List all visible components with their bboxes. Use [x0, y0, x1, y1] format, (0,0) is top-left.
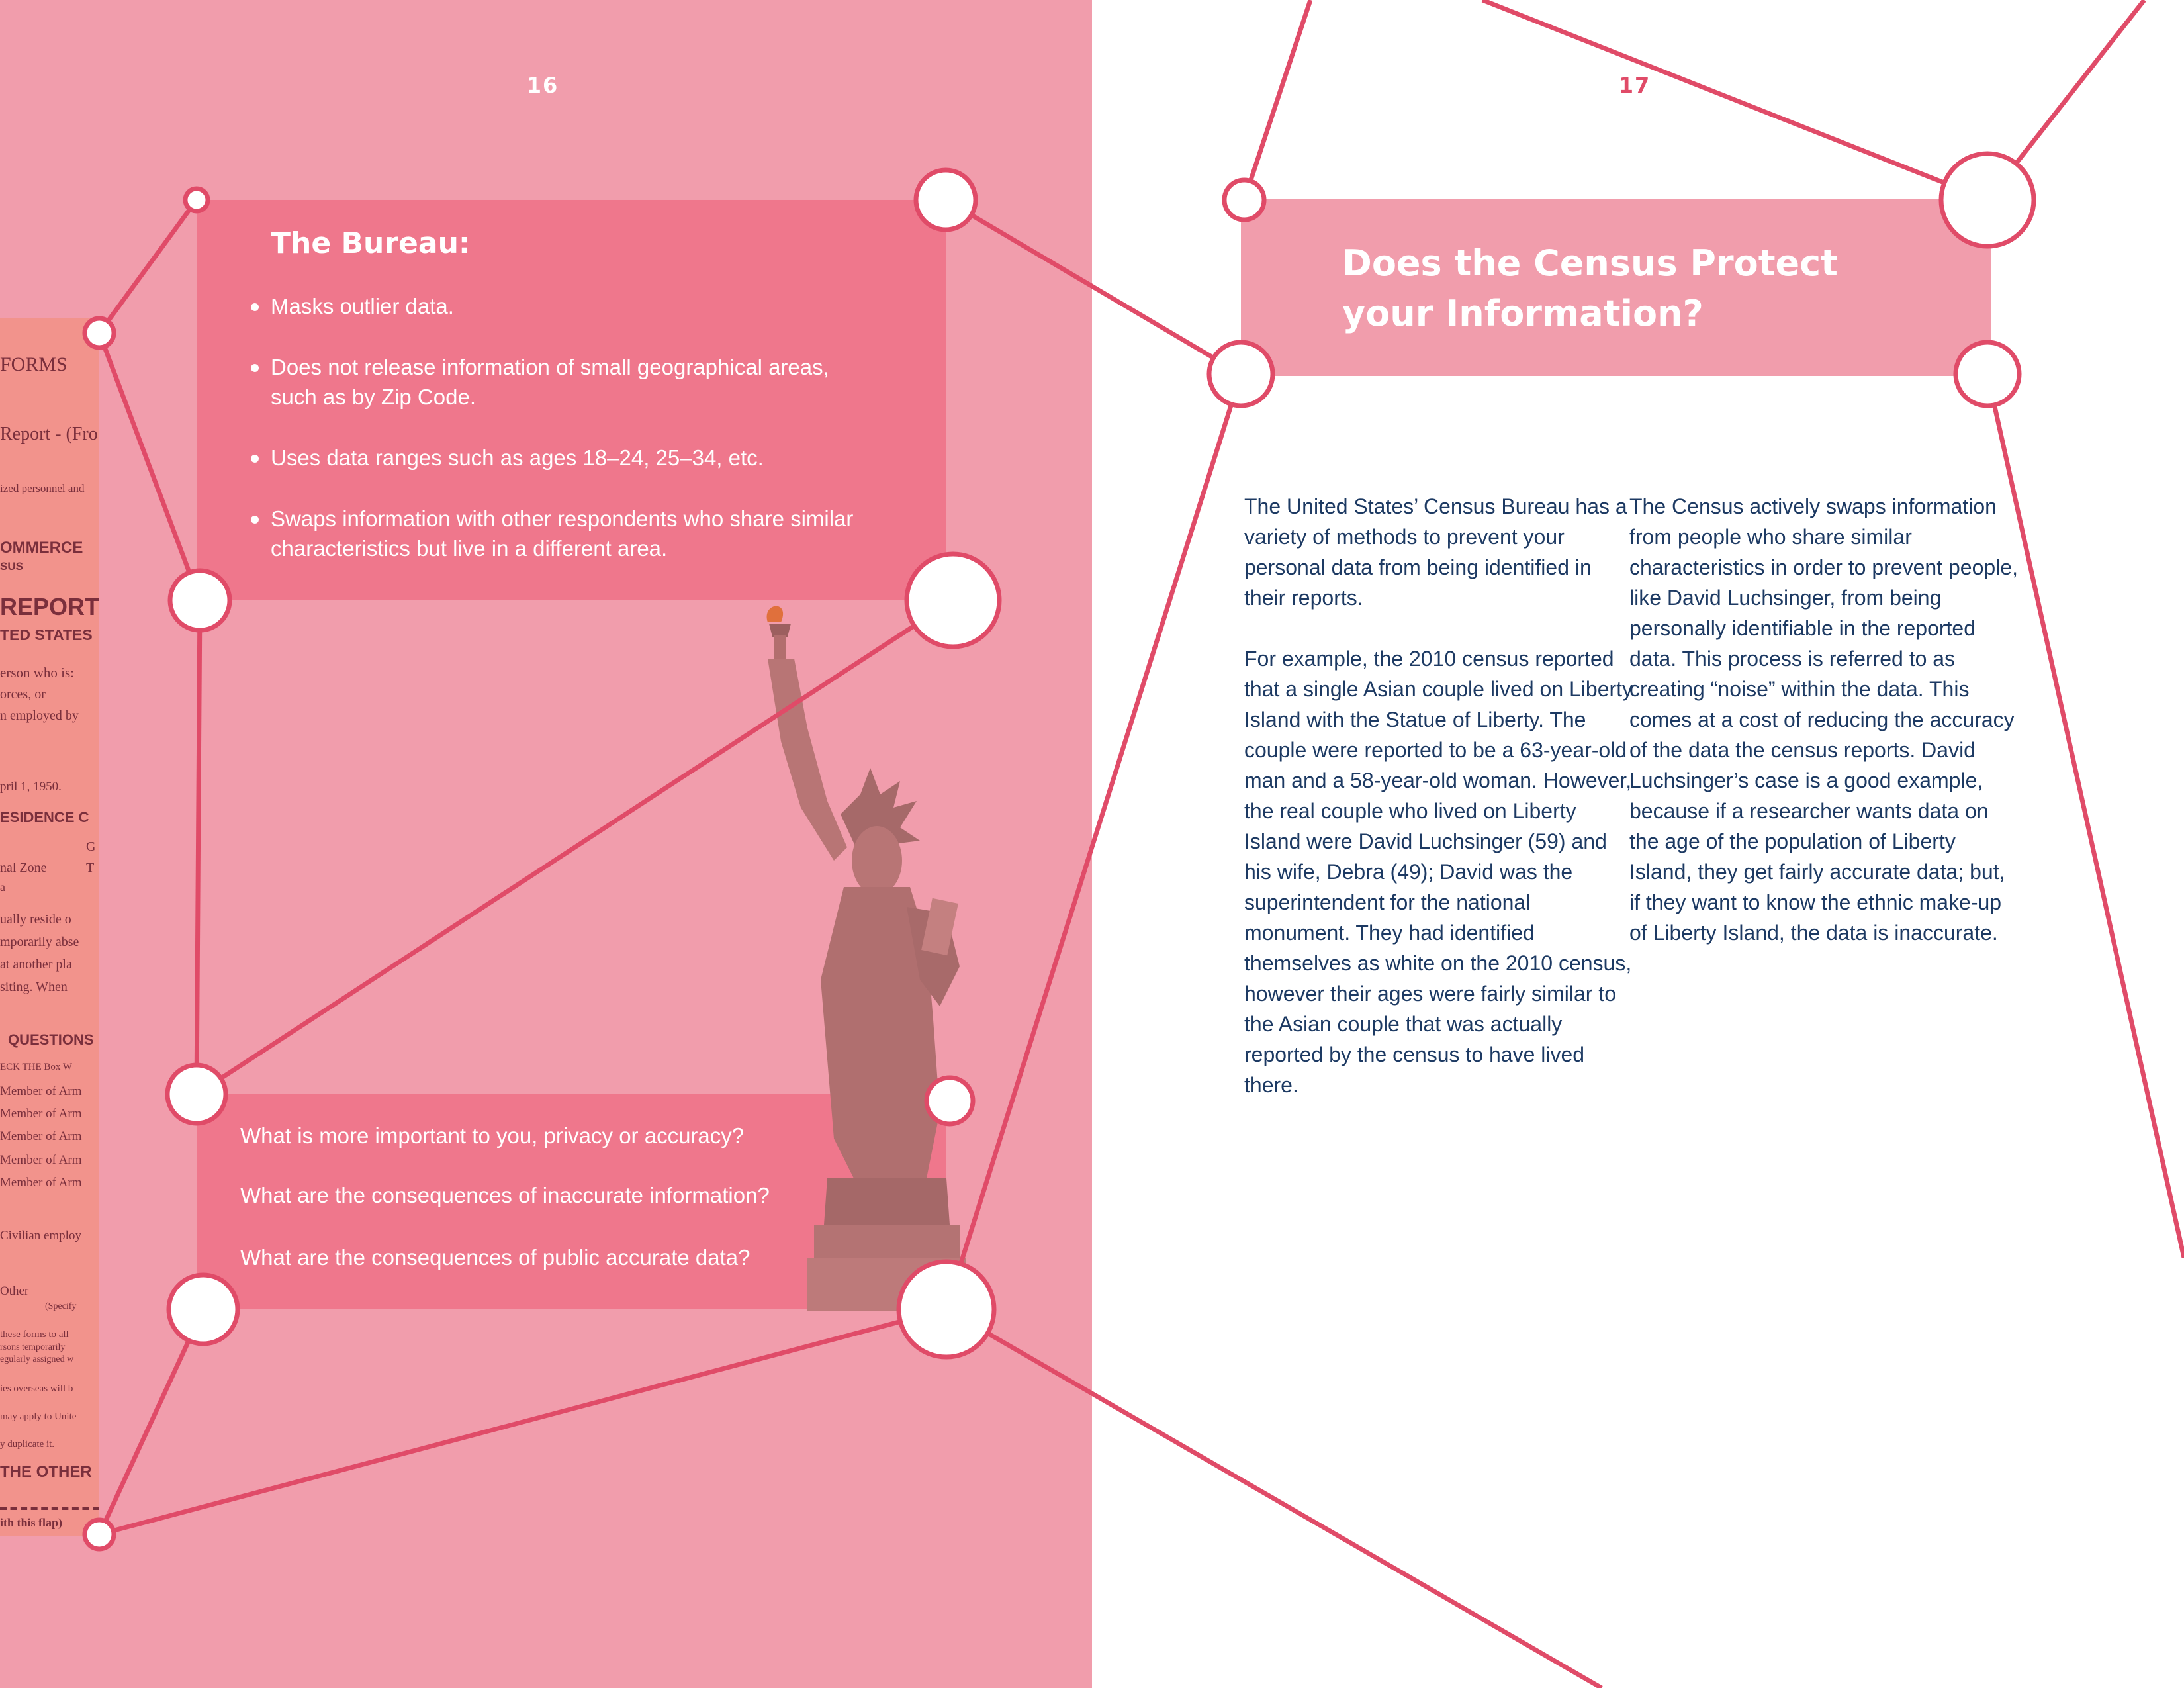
form-scrap-line: ECK THE Box W [0, 1062, 73, 1072]
network-node-icon [899, 1262, 994, 1357]
network-edge [1987, 374, 2184, 1258]
form-scrap-line: rsons temporarily [0, 1342, 66, 1352]
form-scrap-line: may apply to Unite [0, 1411, 77, 1422]
page-number-right: 17 [1618, 73, 1651, 98]
bureau-method-item: Masks outlier data. [271, 291, 866, 321]
reflection-question: What is more important to you, privacy or accuracy? [240, 1123, 745, 1148]
network-node-icon [927, 1078, 973, 1124]
network-node-icon [170, 571, 230, 630]
network-node-icon [1209, 342, 1273, 406]
reflection-question: What are the consequences of inaccurate information? [240, 1183, 770, 1207]
bureau-title: The Bureau: [271, 226, 471, 260]
network-node-icon [169, 1275, 238, 1344]
network-node-icon [907, 554, 999, 647]
form-scrap-line: Member of Arm [0, 1153, 82, 1167]
network-edge [197, 600, 200, 1094]
form-scrap-line: ually reside o [0, 912, 71, 927]
bureau-method-item: Does not release information of small geographical areas, such as by Zip Code. [271, 352, 866, 412]
form-scrap-line: Member of Arm [0, 1084, 82, 1098]
form-scrap-line: Other [0, 1284, 29, 1298]
bureau-method-item: Uses data ranges such as ages 18–24, 25–34, etc. [271, 443, 866, 473]
body-paragraph: The United States’ Census Bureau has a variety of methods to prevent your personal data from being identified in their reports. [1244, 494, 1627, 610]
form-scrap-line: OMMERCE [0, 539, 83, 557]
network-node-icon [1941, 154, 2034, 246]
network-edge [1482, 0, 1987, 200]
form-scrap-line: a [0, 880, 5, 894]
form-scrap-line: y duplicate it. [0, 1439, 55, 1450]
form-scrap-line: n employed by [0, 708, 79, 723]
form-scrap-line: ized personnel and [0, 482, 85, 494]
form-scrap-line: siting. When [0, 980, 68, 994]
form-scrap-line: T [86, 861, 95, 875]
page-number-left: 16 [526, 73, 559, 98]
network-node-icon [1224, 180, 1264, 220]
network-edge [946, 374, 1241, 1309]
network-node-icon [167, 1065, 226, 1123]
form-scrap-line: SUS [0, 560, 23, 573]
network-node-icon [85, 318, 114, 348]
network-edge [197, 600, 953, 1094]
network-node-icon [185, 189, 208, 211]
network-node-icon [1956, 342, 2019, 406]
form-scrap-line: these forms to all [0, 1329, 69, 1340]
network-edge [946, 200, 1241, 374]
body-paragraph: The Census actively swaps information from people who share similar characteristics in order to prevent people, like David Luchsinger, from being personally identifiable in the reported data. This process is referred to as creating “noise” within the data. This comes at a cost of reducing the accuracy of the data the census reports. David Luchsinger’s case is a good example, because if a researcher wants data on the age of the population of Liberty Island, they get fairly accurate data; but, if they want to know the ethnic make-up of Liberty Island, the data is inaccurate. [1629, 494, 2018, 945]
form-scrap-line: at another pla [0, 957, 72, 972]
form-scrap-line: Report - (Fro [0, 424, 98, 444]
form-scrap-line: erson who is: [0, 665, 74, 680]
form-scrap-line: egularly assigned w [0, 1354, 74, 1364]
network-node-icon [916, 170, 976, 230]
network-edge [99, 1309, 946, 1534]
network-edge [99, 333, 200, 600]
reflection-question: What are the consequences of public accurate data? [240, 1245, 751, 1270]
form-scrap-line: ies overseas will b [0, 1383, 73, 1394]
body-paragraph: For example, the 2010 census reported that a single Asian couple lived on Liberty Island with the Statue of Liberty. The couple were reported to be a 63-year-old man and a 58-year-old woman. However, the real couple who lived on Liberty Island were David Luchsinger (59) and his wife, Debra (49); David was the superintendent for the national monument. They had identified themselves as white on the 2010 census, however their ages were fairly similar to the Asian couple that was actually reported by the census to have lived there. [1244, 647, 1633, 1097]
form-scrap-line: pril 1, 1950. [0, 780, 62, 794]
form-scrap-line: Civilian employ [0, 1229, 81, 1243]
network-edge [1244, 0, 1310, 200]
form-scrap-line: TED STATES [0, 626, 93, 643]
page-title: Does the Census Protect your Information? [1342, 242, 1838, 334]
network-edge [946, 1309, 1602, 1688]
form-scrap-line: REPORT [0, 593, 99, 620]
form-scrap-line: mporarily abse [0, 935, 79, 949]
form-scrap-line: Member of Arm [0, 1129, 82, 1143]
form-scrap-line: ESIDENCE C [0, 809, 89, 825]
form-scrap-line: Member of Arm [0, 1107, 82, 1121]
form-scrap-line: nal Zone [0, 861, 47, 875]
network-edge [99, 1309, 203, 1534]
form-scrap-line: ith this flap) [0, 1516, 63, 1529]
bureau-method-item: Swaps information with other respondents who share similar characteristics but live in a different area. [271, 504, 866, 563]
form-scrap-line: orces, or [0, 687, 46, 702]
network-node-icon [85, 1520, 114, 1549]
form-scrap-line: QUESTIONS [8, 1031, 94, 1048]
form-scrap-line: THE OTHER [0, 1463, 92, 1481]
network-edge [99, 200, 197, 333]
form-scrap-line: Member of Arm [0, 1176, 82, 1190]
form-scrap-line: G [86, 839, 96, 854]
form-scrap-line: FORMS [0, 353, 68, 375]
form-scrap-line: (Specify [45, 1301, 77, 1311]
